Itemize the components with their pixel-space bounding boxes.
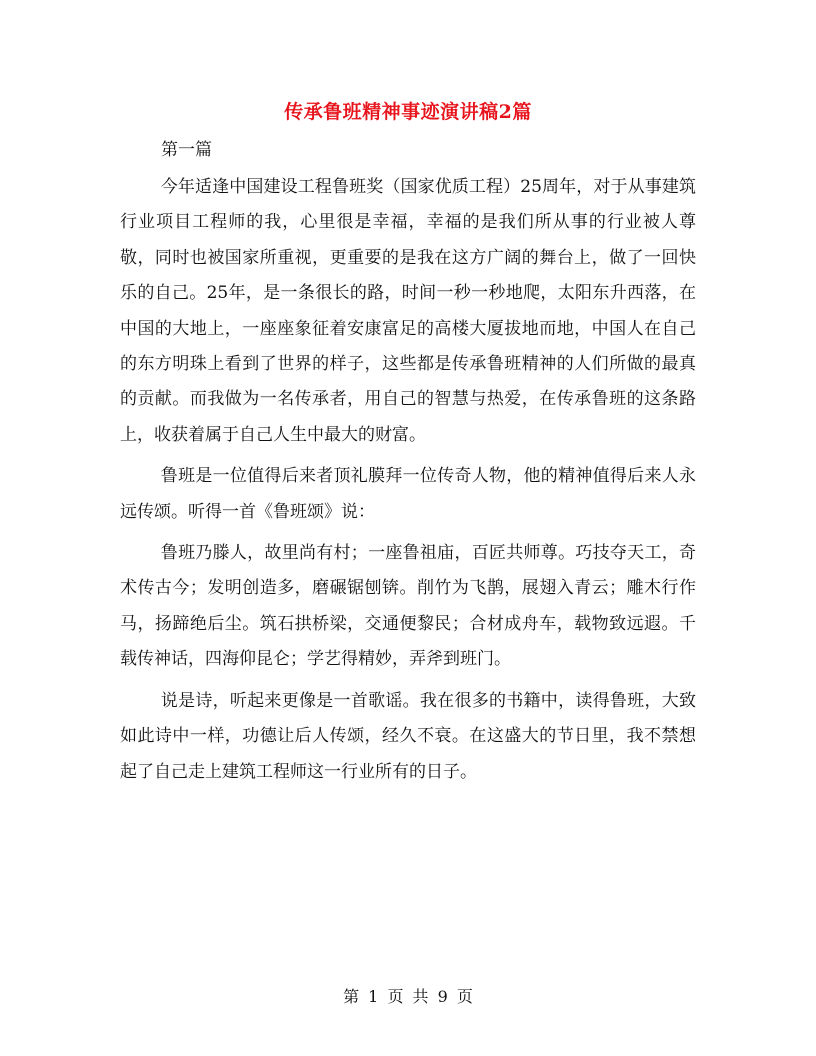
document-body (120, 170, 696, 790)
document-title: 传承鲁班精神事迹演讲稿2篇 (284, 101, 532, 123)
page-footer: 第 1 页 共 9 页 (343, 987, 473, 1006)
section-heading: 第一篇 (161, 140, 212, 160)
body-paragraph-3: 鲁班乃滕人，故里尚有村；一座鲁祖庙，百匠共师尊。巧技夺天工，奇术传古今；发明创造多，磨碾锯刨锛。削竹为飞鹊，展翅入青云；雕木行作马，扬蹄绝后尘。筑石拱桥梁，交通便黎民；合材成舟车，载物致远遐。千载传神话，四海仰昆仑；学艺得精妙，弄斧到班门。 (120, 543, 696, 670)
body-paragraph-2: 鲁班是一位值得后来者顶礼膜拜一位传奇人物，他的精神值得后来人永远传颂。听得一首《鲁班颂》说： (120, 466, 696, 522)
body-paragraph-1: 今年适逢中国建设工程鲁班奖（国家优质工程）25周年，对于从事建筑行业项目工程师的我，心里很是幸福，幸福的是我们所从事的行业被人尊敬，同时也被国家所重视，更重要的是我在这方广阔的舞台上，做了一回快乐的自己。25年，是一条很长的路，时间一秒一秒地爬，太阳东升西落，在中国的大地上，一座座象征着安康富足的高楼大厦拔地而地，中国人在自己的东方明珠上看到了世界的样子，这些都是传承鲁班精神的人们所做的最真的贡献。而我做为一名传承者，用自己的智慧与热爱，在传承鲁班的这条路上，收获着属于自己人生中最大的财富。 (120, 177, 696, 445)
body-paragraph-4: 说是诗，听起来更像是一首歌谣。我在很多的书籍中，读得鲁班，大致如此诗中一样，功德让后人传颂，经久不衰。在这盛大的节日里，我不禁想起了自己走上建筑工程师这一行业所有的日子。 (120, 690, 696, 782)
